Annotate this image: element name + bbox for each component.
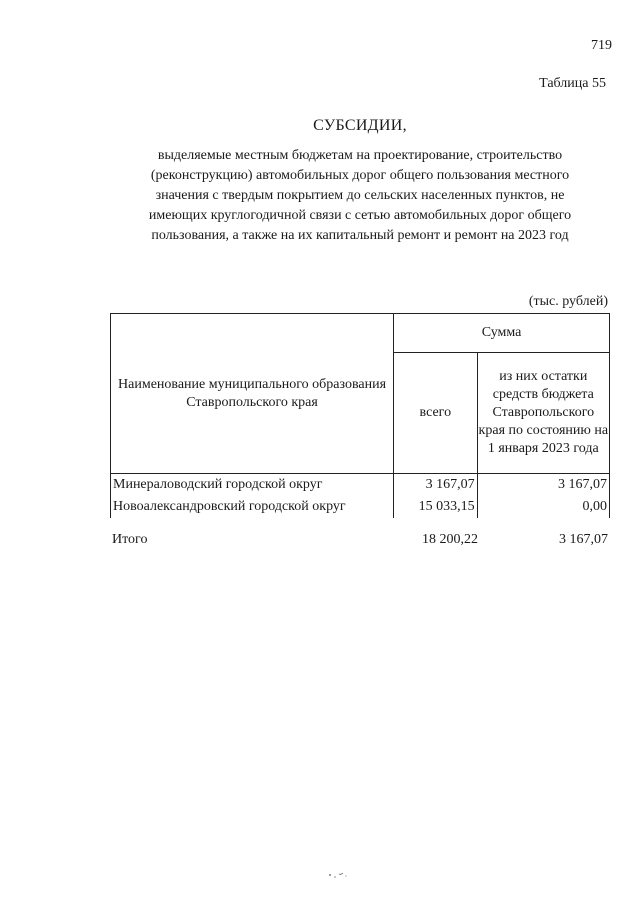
- row-total: 3 167,07: [394, 474, 478, 497]
- summary-label: Итого: [112, 532, 148, 547]
- subtitle-line: значения с твердым покрытием до сельских населенных пунктов, не: [155, 188, 565, 203]
- header-sum: Сумма: [394, 314, 610, 353]
- row-municipality: Минераловодский городской округ: [111, 474, 394, 497]
- summary-row: [110, 532, 610, 552]
- row-total: 15 033,15: [394, 496, 478, 518]
- header-remain: из них остатки средств бюджета Ставропольского края по состоянию на 1 января 2023 года: [477, 353, 609, 474]
- row-remain: 3 167,07: [477, 474, 609, 497]
- table-row: [111, 496, 610, 518]
- scan-artifact: [327, 870, 349, 880]
- header-total: всего: [394, 353, 478, 474]
- subsidy-table: [110, 313, 610, 518]
- units-label: (тыс. рублей): [528, 294, 608, 309]
- header-municipality: Наименование муниципального образования Ставропольского края: [111, 314, 394, 474]
- summary-total: 18 200,22: [422, 532, 478, 547]
- page-number: 719: [591, 38, 612, 53]
- document-title: СУБСИДИИ,: [313, 117, 407, 134]
- subtitle-line: (реконструкцию) автомобильных дорог общего пользования местного: [150, 168, 570, 183]
- subtitle-line: выделяемые местным бюджетам на проектирование, строительство: [157, 148, 563, 163]
- row-municipality: Новоалександровский городской округ: [111, 496, 394, 518]
- subtitle-line: имеющих круглогодичной связи с сетью автомобильных дорог общего: [148, 208, 572, 223]
- table-label: Таблица 55: [539, 76, 606, 91]
- document-subtitle: [100, 146, 620, 246]
- summary-remain: 3 167,07: [559, 532, 608, 547]
- subtitle-line: пользования, а также на их капитальный ремонт и ремонт на 2023 год: [151, 228, 569, 243]
- table-row: [111, 474, 610, 497]
- row-remain: 0,00: [477, 496, 609, 518]
